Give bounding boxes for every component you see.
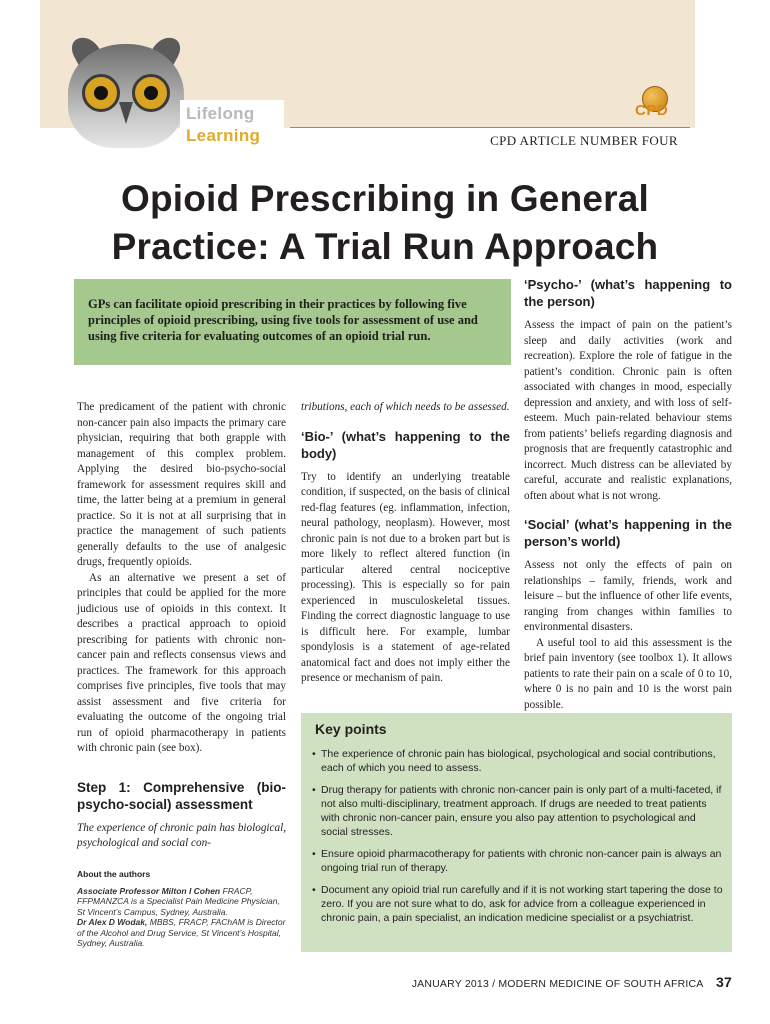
author-1-name: Associate Professor Milton I Cohen [77,885,221,896]
column-1 [77,400,286,949]
cpd-badge-text: CPD [635,102,669,119]
key-point-item: • Drug therapy for patients with chronic non-cancer pain is only part of a multi-faceted, if not also multi-disciplinary, treatment approach. If drugs are needed to treat patients with chronic non-cancer pain, ensure you also pay attention to psychological and social stresses. [312,783,724,839]
header-rule [290,127,690,128]
step1-intro-continued: tributions, each of which needs to be assessed. [301,401,510,413]
psycho-text: Assess the impact of pain on the patient’s sleep and daily activities (work and recreation). Explore the role of fatigue in the patient’s condition. Chronic pain is often associated with changes in mood, especially depression and anxiety, and with loss of self-esteem. Much pain-related behaviour stems from patients’ beliefs regarding diagnosis and prognosis that are frequently catastrophic and incorrect. Much distress can be alleviated by careful, accurate and realistic explanations, often about what is not wrong. [524,319,732,502]
author-2-desc: MBBS, FRACP, FAChAM is Director of the Alcohol and Drug Service, St Vincent’s Hospital, Sydney, Australia. [77,917,286,948]
article-title: Opioid Prescribing in General Practice: A Trial Run Approach [111,178,659,267]
key-points-title: Key points [315,721,387,737]
key-point-item: • The experience of chronic pain has biological, psychological and social contributions, each of which you need to assess. [312,747,724,775]
key-point-item: • Ensure opioid pharmacotherapy for patients with chronic non-cancer pain is always an ongoing trial run of therapy. [312,847,724,875]
psycho-heading: ‘Psycho-’ (what’s happening to the person) [524,277,732,309]
step1-intro: The experience of chronic pain has biological, psychological and social con- [77,821,286,849]
owl-logo-image [68,44,184,148]
owl-left-eye [82,74,120,112]
bio-text: Try to identify an underlying treatable condition, if suspected, on the basis of clinical red-flag features (eg. inflammation, infection, neural pathology, neoplasm). However, most chronic pain is not due to a broken part but is more likely to reflect altered function (in particular altered central nociceptive processing). This is especially so for pain experienced in musculoskeletal tissues. Finding the correct diagnostic language to use is difficult here. For example, lumbar spondylosis is a statement of age-related anatomical fact and does not imply either the presence or mechanism of pain. [301,470,510,684]
lead-box [74,279,511,365]
page-footer [380,974,732,990]
column-2 [301,400,510,687]
author-1 [77,886,286,918]
lead-text: GPs can facilitate opioid prescribing in their practices by following five principles of opioid prescribing, using five tools for assessment of use and using five criteria for evaluating outcomes of an opioid trial run. [88,297,478,343]
logo-lifelong: Lifelong [186,104,255,123]
authors-heading: About the authors [77,868,151,879]
column-3 [524,276,732,729]
author-1-desc: FRACP, FFPMANZCA is a Specialist Pain Medicine Physician, St Vincent’s Campus, Sydney, Australia. [77,885,280,917]
owl-right-eye [132,74,170,112]
paragraph: As an alternative we present a set of principles that could be applied for the more judicious use of opioids in this context. It describes a practical approach to opioid prescribing for patients with chronic non-cancer pain and reflects consensus views and practices. The framework for this approach comprises five principles, five tools that may assist assessment and five criteria for evaluating the outcome of the ongoing trial run of opioid pharmacotherapy in patients with chronic pain (see box). [77,571,286,754]
footer-text: JANUARY 2013 / MODERN MEDICINE OF SOUTH AFRICA [411,978,703,990]
cpd-badge [630,82,682,124]
page-number: 37 [716,974,732,990]
author-2 [77,917,286,949]
social-heading: ‘Social’ (what’s happening in the person’s world) [524,517,732,549]
logo-learning: Learning [186,126,261,145]
key-point-item: • Document any opioid trial run carefully and if it is not working start tapering the dose to zero. If you are not sure what to do, ask for advice from a colleague experienced in chronic pain, a pain specialist, an indication medicine specialist or a psychiatrist. [312,883,724,925]
article-number: CPD ARTICLE NUMBER FOUR [490,133,678,148]
bio-heading: ‘Bio-’ (what’s happening to the body) [301,428,510,461]
paragraph: The predicament of the patient with chronic non-cancer pain also impacts the primary care physician, requiring that both grapple with management of this complex problem. Applying the desired bio-psycho-social framework for assessment requires skill and time, the latter being at a premium in general practice. So it is not at all surprising that in practice the management of such patients generally defaults to the use of analgesic drugs, frequently opioids. [77,401,286,568]
social-text-2: A useful tool to aid this assessment is the brief pain inventory (see toolbox 1). It allows patients to rate their pain on a scale of 0 to 10, where 0 is no pain and 10 is the worst pain possible. [524,636,732,711]
key-points-box [301,713,732,952]
social-text-1: Assess not only the effects of pain on relationships – family, friends, work and leisure – but the influence of other life events, ranging from changes within families to environmental disasters. [524,559,732,633]
step1-heading: Step 1: Comprehensive (bio-psycho-social) assessment [77,779,286,812]
key-points-list [312,747,724,933]
author-2-name: Dr Alex D Wodak, [77,917,148,927]
